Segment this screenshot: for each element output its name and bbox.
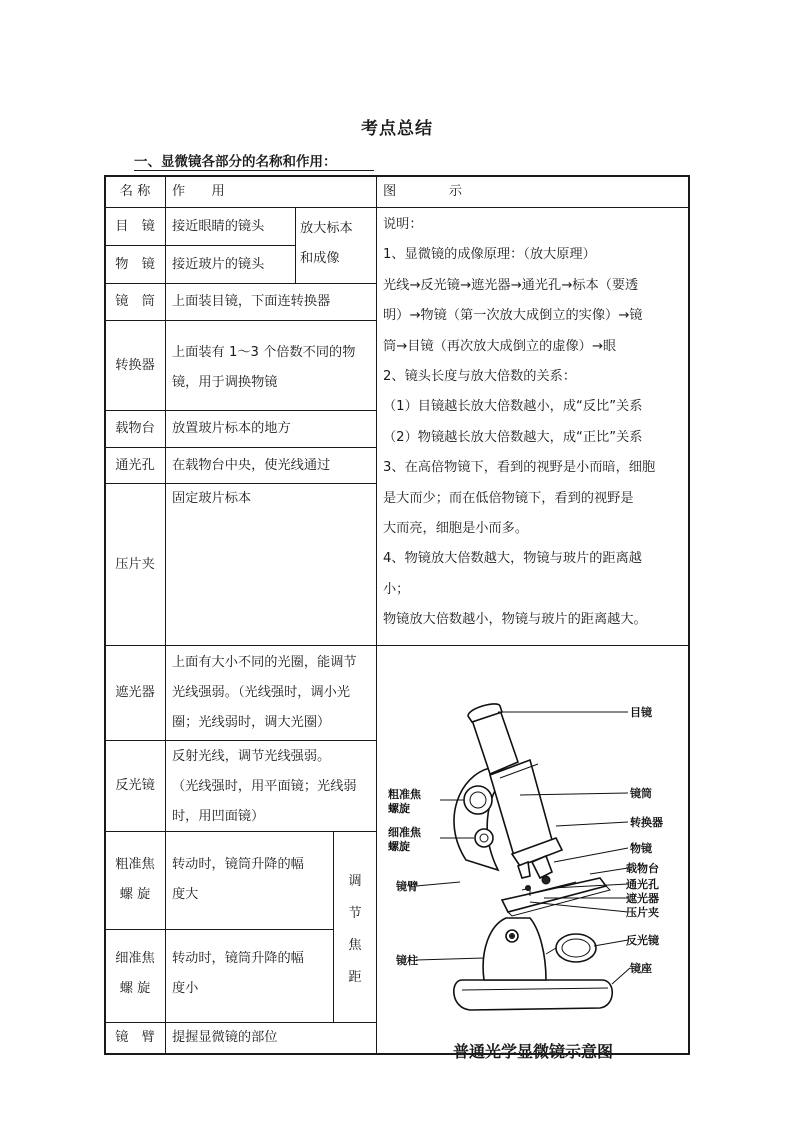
row-function-mirror: 反射光线，调节光线强弱。 （光线强时，用平面镜；光线弱 时，用凹面镜） <box>172 749 357 824</box>
notes-panel <box>383 210 683 636</box>
row-function-stage: 放置玻片标本的地方 <box>172 421 291 436</box>
label-stage: 载物台 <box>626 862 659 875</box>
note-line: 筒→目镜（再次放大成倒立的虚像）→眼 <box>383 338 617 354</box>
row-function-eyepiece: 接近眼睛的镜头 <box>172 219 265 234</box>
label-fine-1: 细准焦 <box>388 826 421 839</box>
row-name-clip: 压片夹 <box>115 556 155 572</box>
row-function-diaphragm: 上面有大小不同的光圈，能调节 光线强弱。（光线强时，调小光 圈；光线弱时，调大光圈） <box>172 655 357 730</box>
label-eyepiece: 目镜 <box>630 706 652 719</box>
section-underline <box>134 170 374 171</box>
note-line: 大而亮，细胞是小而多。 <box>383 521 529 537</box>
note-line: 光线→反光镜→遮光器→通光孔→标本（要透 <box>383 277 639 293</box>
label-arm: 镜臂 <box>396 880 418 893</box>
coarse-knob <box>464 786 492 814</box>
page-title: 考点总结 <box>361 119 433 139</box>
row-name-arm: 镜 臂 <box>115 1030 155 1045</box>
note-line: （1）目镜越长放大倍数越小，成“反比”关系 <box>383 399 643 415</box>
row-name-converter: 转换器 <box>115 357 155 373</box>
row-name-fine-focus: 细准焦 螺 旋 <box>115 951 155 996</box>
label-objective: 物镜 <box>630 842 652 855</box>
note-line: 说明： <box>383 217 423 232</box>
label-hole: 通光孔 <box>626 878 659 891</box>
label-diaphragm: 遮光器 <box>626 892 659 905</box>
row-name-mirror: 反光镜 <box>115 778 155 793</box>
row-function-tube: 上面装目镜，下面连转换器 <box>172 294 331 309</box>
note-line: 1、显微镜的成像原理：（放大原理） <box>383 247 596 263</box>
label-coarse-1: 粗准焦 <box>388 788 421 801</box>
note-line: 明）→物镜（第一次放大成倒立的实像）→镜 <box>383 308 643 324</box>
note-line: （2）物镜越长放大倍数越大，成“正比”关系 <box>383 429 643 445</box>
merged-focus: 调 节 焦 距 <box>348 874 362 985</box>
note-line: 2、镜头长度与放大倍数的关系： <box>383 369 577 385</box>
microscope-tube <box>490 760 552 856</box>
fine-knob <box>475 829 493 847</box>
label-fine-2: 螺旋 <box>388 840 410 853</box>
row-function-clip: 固定玻片标本 <box>172 491 252 506</box>
note-line: 物镜放大倍数越小，物镜与玻片的距离越大。 <box>383 612 647 628</box>
microscope-pillar <box>483 918 546 980</box>
row-name-objective: 物 镜 <box>115 256 155 272</box>
row-function-fine-focus: 转动时，镜筒升降的幅 度小 <box>172 951 304 996</box>
row-name-tube: 镜 筒 <box>115 294 155 309</box>
label-mirror: 反光镜 <box>626 934 659 947</box>
row-function-arm: 提握显微镜的部位 <box>172 1030 278 1045</box>
note-line: 是大而少；而在低倍物镜下，看到的视野是 <box>383 490 634 506</box>
section-heading: 一、显微镜各部分的名称和作用： <box>134 154 337 170</box>
microscope-base <box>454 980 612 1010</box>
row-name-eyepiece: 目 镜 <box>115 218 155 234</box>
header-figure: 图 示 <box>383 184 463 199</box>
row-name-diaphragm: 遮光器 <box>115 685 155 700</box>
note-line: 4、物镜放大倍数越大，物镜与玻片的距离越 <box>383 551 642 567</box>
merged-magnify: 放大标本 和成像 <box>300 221 353 266</box>
note-line: 3、在高倍物镜下，看到的视野是小而暗，细胞 <box>383 460 656 476</box>
row-name-coarse-focus: 粗准焦 螺 旋 <box>115 857 155 902</box>
label-pillar: 镜柱 <box>396 954 418 967</box>
row-name-light-hole: 通光孔 <box>115 457 155 473</box>
header-function: 作 用 <box>172 184 225 199</box>
row-function-coarse-focus: 转动时，镜筒升降的幅 度大 <box>172 857 304 902</box>
header-name: 名 称 <box>119 183 151 199</box>
row-function-light-hole: 在载物台中央，使光线通过 <box>172 458 331 473</box>
label-converter: 转换器 <box>630 816 663 829</box>
row-function-converter: 上面装有 1～3 个倍数不同的物 镜，用于调换物镜 <box>172 345 356 390</box>
microscope-diagram <box>380 650 686 1050</box>
diagram-caption: 普通光学显微镜示意图 <box>452 1042 613 1061</box>
label-clip: 压片夹 <box>626 906 659 919</box>
row-name-stage: 载物台 <box>115 421 155 436</box>
label-tube: 镜筒 <box>630 787 652 800</box>
label-base: 镜座 <box>630 962 652 975</box>
row-function-objective: 接近玻片的镜头 <box>172 257 265 272</box>
label-coarse-2: 螺旋 <box>388 802 410 815</box>
note-line: 小； <box>383 581 410 597</box>
